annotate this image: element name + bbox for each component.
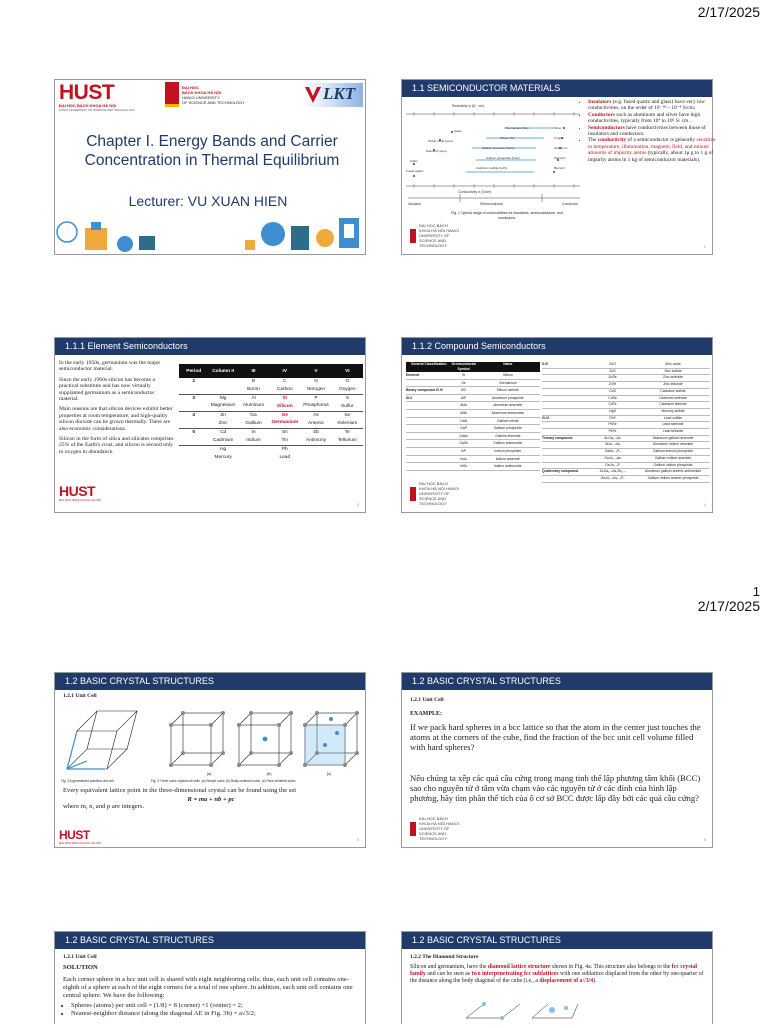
table-cell: 2 — [192, 379, 196, 384]
table-cell — [406, 425, 452, 433]
slide-header: 1.2 BASIC CRYSTAL STRUCTURES — [55, 673, 365, 690]
table-cell: GaₓIn₁₋ₓAs — [589, 456, 636, 463]
table-cell: IV-VI — [542, 416, 589, 423]
table-cell: Gallium indium phosphide — [636, 463, 710, 470]
hust-logo: HUST ĐẠI HỌC BÁCH KHOA HÀ NỘI — [59, 828, 102, 845]
slide-number: 6 — [703, 837, 706, 842]
table-cell: Aluminum antimonide — [476, 410, 540, 418]
table-cell — [406, 463, 452, 471]
table-cell — [542, 449, 589, 456]
periodic-table — [179, 364, 363, 378]
table-cell: Indium arsenide — [476, 456, 540, 464]
diamond-text: Silicon and germanium, have the diamond lattice structure shown in Fig. 4a. This structure also belongs to the fcc crystal family and can be seen as two interpenetrating fcc sublattices with one sublattice displaced from the other by one-quarter of the distance along the body diagonal of the cube (i.e., a displacement of a√3/4). — [410, 964, 704, 984]
materials-left: Glass Nickel oxide (pure) Diamond (pure) Sulfur Fused quartz — [406, 129, 462, 173]
slide-header: 1.2 BASIC CRYSTAL STRUCTURES — [402, 932, 712, 949]
page-date-mid: 2/17/2025 — [697, 598, 760, 614]
table-cell: Zinc sulfide — [636, 369, 710, 376]
table-cell: Aluminum indium arsenide — [636, 442, 710, 449]
slide-number: 3 — [356, 502, 359, 507]
slide-subheading: 1.2.1 Unit Cell — [63, 954, 97, 960]
table-cell: ZnTe — [589, 382, 636, 389]
table-cell: GaAs — [452, 433, 476, 441]
table-cell — [406, 433, 452, 441]
table-cell — [542, 389, 589, 396]
slide-footer: ĐẠI HỌC BÁCH KHOA HÀ NỘI HANOI UNIVERSITY OF SCIENCE AND TECHNOLOGY — [410, 481, 459, 506]
example-english: If we pack hard spheres in a bcc lattice so that the atom in the center just touches the atoms at the corners of the cube, find the fraction of the bcc unit cell volume filled with hard spheres? — [410, 722, 701, 752]
table-cell: GaₓIn₁₋ₓAs₁₋ᵧPᵧ — [589, 476, 636, 483]
table-cell: Lead telluride — [636, 429, 710, 436]
table-cell — [542, 456, 589, 463]
table-cell — [406, 402, 452, 410]
table-cell: Indium antimonide — [476, 463, 540, 471]
table-cell: Zinc selenide — [636, 375, 710, 382]
page-number: 1 — [752, 584, 760, 599]
slide-solution[interactable] — [54, 931, 366, 1024]
table-cell: Ternary compound — [542, 436, 589, 443]
page-date-top: 2/17/2025 — [697, 4, 760, 20]
table-cell: GaN — [452, 418, 476, 426]
slide-number: 4 — [703, 502, 706, 507]
table-header: Period Column II III IV V VI — [179, 364, 363, 378]
tech-illustration-icon — [55, 204, 367, 254]
table-cell — [542, 369, 589, 376]
slide-header: 1.1 SEMICONDUCTOR MATERIALS — [402, 80, 712, 97]
table-cell — [542, 442, 589, 449]
table-cell: Aluminum gallium arsenide — [636, 436, 710, 443]
slide-unit-cell[interactable] — [54, 672, 366, 848]
solution-text: Each corner sphere in a bcc unit cell is shared with eight neighboring cells; thus, each unit cell contains one-eighth of a sphere at each of the eight corners for a total of one sphere. In addition, each unit cell contains one central sphere. We have the following: • Spheres (atoms) per unit cell = (1/8) × 8 (corner) +1 (center) = 2; • Nearest-neighbor distance (along the diagonal AE in Fig. 3b) = a√3/2; — [63, 976, 359, 1018]
lecturer-name: Lecturer: VU XUAN HIEN — [128, 193, 288, 209]
slide-element-semiconductors[interactable] — [54, 337, 366, 513]
slide-compound-semiconductors[interactable] — [401, 337, 713, 513]
table-cell: Aluminum arsenide — [476, 402, 540, 410]
table-cell: AlP — [452, 395, 476, 403]
slide-number: 5 — [356, 837, 359, 842]
v-logo-icon — [303, 85, 323, 105]
diamond-lattice-figure — [462, 998, 582, 1028]
table-cell: Gallium nitride — [476, 418, 540, 426]
materials-conductors: Silver Copper Aluminum Platinum Bismuth — [554, 126, 568, 170]
table-cell: II-VI — [542, 362, 589, 369]
slide-footer: ĐẠI HỌC BÁCH KHOA HÀ NỘI HANOI UNIVERSITY OF SCIENCE AND TECHNOLOGY — [410, 223, 459, 248]
table-cell — [406, 418, 452, 426]
table-cell: Ge — [452, 380, 476, 388]
table-cell — [542, 375, 589, 382]
table-cell: GaₓIn₁₋ₓP — [589, 463, 636, 470]
table-cell: Quaternary compound — [542, 469, 589, 476]
table-cell — [542, 402, 589, 409]
slide-header: 1.2 BASIC CRYSTAL STRUCTURES — [55, 932, 365, 949]
compound-table-right — [542, 362, 710, 483]
slide-header: 1.1.2 Compound Semiconductors — [402, 338, 712, 355]
table-cell: Zinc oxide — [636, 362, 710, 369]
table-cell — [542, 422, 589, 429]
table-cell: AlₓIn₁₋ₓAs — [589, 442, 636, 449]
slide-example[interactable] — [401, 672, 713, 848]
materials-semiconductors: Germanium (Ge) Silicon (Si) Gallium arsenide (GaAs) Gallium phosphide (GaP) Cadmium sulfide (CdS) — [476, 126, 529, 170]
figure-caption: Fig. 1 Typical range of conductivities for insulators, semiconductors, and conductors. — [451, 211, 563, 220]
cube-labels: (a) (b) (c) — [206, 771, 332, 776]
table-cell: Binary compound IV-IV — [406, 387, 452, 395]
table-cell: Gallium phosphide — [476, 425, 540, 433]
table-header: General Classification Semiconductor Symbol Name — [406, 362, 540, 372]
table-cell: Aluminum phosphide — [476, 395, 540, 403]
table-cell: PbSe — [589, 422, 636, 429]
table-cell — [542, 476, 589, 483]
conductivity-bullets: • Insulators (e.g. fused quartz and glass) have very low conductivities, on the order of 10⁻¹⁸ – 10⁻⁸ S/cm; • Conductors such as aluminum and silver have high conductivities, typically from 10⁴ to 10⁶ S/ cm . • Semiconductors have conductivities between those of insulators and conductors. • The conductivity of a semiconductor is generally sensitive to temperature, illumination, magnetic field, and minute amounts of impurity atoms (typically, about 1μ g to 1 g of impurity atoms in 1 kg of semiconductor materials). — [580, 99, 718, 163]
example-vietnamese: Nếu chúng ta xếp các quả cầu cứng trong mạng tinh thể lập phương tâm khối (BCC) sao cho nguyên tử ở tâm vừa chạm vào các nguyên tử ở các đỉnh của hình lập phương, hãy tìm phần thể tích của ô cơ sở BCC được lấp đầy bởi các quả cầu cứng? — [410, 773, 701, 803]
hust-logo: HUST ĐẠI HỌC BÁCH KHOA HÀ NỘI HANOI UNIVERSITY OF SCIENCE AND TECHNOLOGY — [59, 81, 136, 112]
table-cell: Indium phosphide — [476, 448, 540, 456]
table-cell: Gallium indium arsenic phosphide — [636, 476, 710, 483]
table-cell: Lead selenide — [636, 422, 710, 429]
slide-header: 1.2 BASIC CRYSTAL STRUCTURES — [402, 673, 712, 690]
table-cell: GaAs₁₋ₓPₓ — [589, 449, 636, 456]
slide-subheading: 1.2.1 Unit Cell — [63, 693, 97, 699]
fig3-caption: Fig. 3 Three cubic crystal unit cells. (a) Simple cubic. (b) Body-centered cubic. (c) Face-centered cubic. — [151, 779, 297, 783]
table-cell: Silicon — [476, 372, 540, 380]
table-cell — [542, 396, 589, 403]
slide-diamond-structure[interactable] — [401, 931, 713, 1024]
hust-logo: HUST ĐẠI HỌC BÁCH KHOA HÀ NỘI — [59, 483, 102, 502]
table-cell: GaSb — [452, 440, 476, 448]
table-cell: PbTe — [589, 429, 636, 436]
table-cell — [542, 463, 589, 470]
element-text: In the early 1950s, germanium was the major semiconductor material. Since the early 1960s silicon has become a practical substitute and has now virtually supplanted germanium as a semiconductor material. Main reasons are that silicon devices exhibit better properties at room temperature, and high-quality silicon dioxide can be grown thermally. There are also economic considerations. Silicon in the form of silica and silicates comprises 25% of the Earth's crust, and silicon is second only to oxygen in abundance. — [59, 360, 174, 455]
table-cell: GaP — [452, 425, 476, 433]
table-cell — [406, 380, 452, 388]
table-cell: Zinc telluride — [636, 382, 710, 389]
table-cell — [542, 429, 589, 436]
table-cell: Aluminum gallium arsenic antimonide — [636, 469, 710, 476]
example-label: EXAMPLE: — [410, 711, 442, 717]
range-labels: Insulator Semiconductor Conductor — [408, 202, 578, 206]
slide-subheading: 1.2.2 The Diamond Structure — [410, 954, 479, 960]
slide-main-title: Chapter I. Energy Bands and Carrier Concentration in Thermal Equilibrium — [84, 133, 340, 169]
table-cell — [406, 410, 452, 418]
table-cell: Germanium — [476, 380, 540, 388]
table-cell: AlAs — [452, 402, 476, 410]
table-cell: AlₓGa₁₋ₓAs — [589, 436, 636, 443]
slide-semiconductor-materials[interactable] — [401, 79, 716, 255]
table-cell: Gallium antimonide — [476, 440, 540, 448]
table-cell: ZnSe — [589, 375, 636, 382]
lkt-logo: LKT — [301, 83, 363, 107]
slide-title[interactable] — [54, 79, 366, 255]
table-cell: CdS — [589, 389, 636, 396]
table-cell: ZnO — [589, 362, 636, 369]
table-cell: Gallium arsenic phosphide — [636, 449, 710, 456]
unit-cell-figures — [59, 701, 359, 779]
table-cell: Lead sulfide — [636, 416, 710, 423]
slide-footer: ĐẠI HỌC BÁCH KHOA HÀ NỘI HANOI UNIVERSITY OF SCIENCE AND TECHNOLOGY — [410, 816, 459, 841]
table-cell: Cadmium selenide — [636, 396, 710, 403]
table-cell: InP — [452, 448, 476, 456]
table-cell: Si — [452, 372, 476, 380]
table-cell — [406, 456, 452, 464]
table-cell: InAs — [452, 456, 476, 464]
fig2-caption: Fig. 2 A generalized primitive unit cell. — [61, 779, 115, 783]
table-cell: Element — [406, 372, 452, 380]
table-cell: PbS — [589, 416, 636, 423]
compound-table-left — [406, 362, 540, 471]
table-cell: AlSb — [452, 410, 476, 418]
table-cell: SiC — [452, 387, 476, 395]
table-cell: Cadmium telluride — [636, 402, 710, 409]
table-cell: ZnS — [589, 369, 636, 376]
table-cell — [542, 382, 589, 389]
table-cell: CdSe — [589, 396, 636, 403]
table-cell: InSb — [452, 463, 476, 471]
slide-header: 1.1.1 Element Semiconductors — [55, 338, 365, 355]
solution-label: SOLUTION — [63, 964, 98, 971]
table-cell: HgS — [589, 409, 636, 416]
table-cell: AlₓGa₁₋ₓAsᵧSb₁₋ᵧ — [589, 469, 636, 476]
slide-number: 2 — [703, 244, 706, 249]
table-cell: Gallium arsenide — [476, 433, 540, 441]
scale-top-label: Resistivity ρ (Ω · cm) — [452, 104, 485, 108]
table-cell: Silicon carbide — [476, 387, 540, 395]
table-cell — [406, 440, 452, 448]
table-cell: Mercury sulfide — [636, 409, 710, 416]
table-cell: CdTe — [589, 402, 636, 409]
table-cell: Cadmium sulfide — [636, 389, 710, 396]
scale-bottom-label: Conductivity σ (S/cm) — [458, 190, 492, 194]
university-logo: ĐẠI HỌC BÁCH KHOA HÀ NỘI HANOI UNIVERSITY OF SCIENCE AND TECHNOLOGY — [165, 82, 245, 107]
table-cell — [406, 448, 452, 456]
table-cell: Gallium indium arsenide — [636, 456, 710, 463]
table-cell: III-V — [406, 395, 452, 403]
lattice-text: Every equivalent lattice point in the three-dimensional crystal can be found using the set R = ma + nb + pc where m, n, and p are integers. — [63, 787, 297, 811]
table-cell — [542, 409, 589, 416]
slide-subheading: 1.2.1 Unit Cell — [410, 697, 444, 703]
periodic-table-body: 2 B C N O Boron Carbon Nitrogen Oxygen 3 Mg Al Si P S Magnesium Aluminum Silicon Phosphorus Sulfur 4 Zn Ga Ge As Se Zinc Gallium Germanium Arsenic Selenium 5 Cd In Sn Sb Te Cadmium Indium Tin Antimony Tellurium Hg Pb Mercury Lead — [179, 378, 363, 462]
